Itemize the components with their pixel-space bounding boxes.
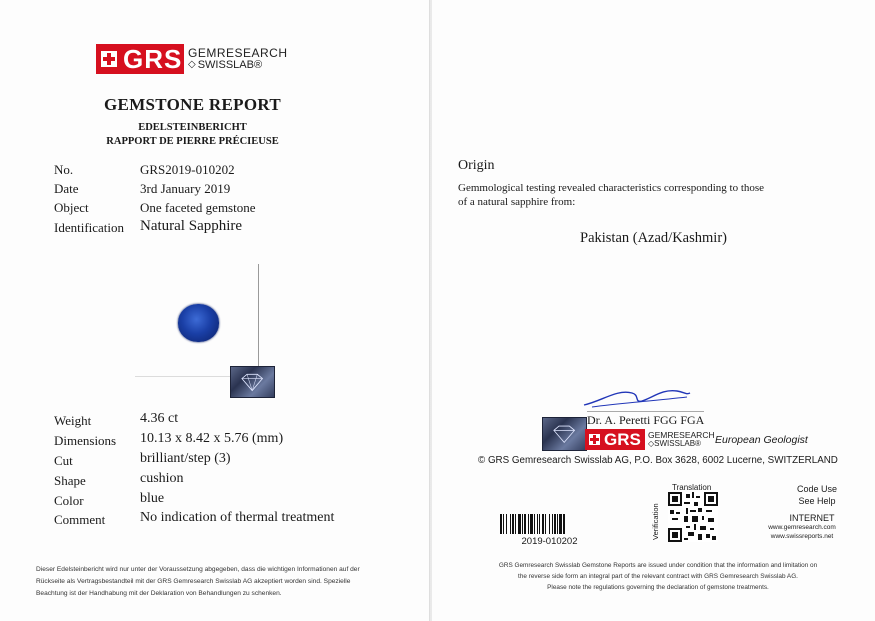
logo-line2: SWISSLAB®	[654, 438, 701, 448]
barcode-number: 2019-010202	[521, 536, 578, 547]
field-value-object: One faceted gemstone	[140, 200, 256, 215]
field-value-identification: Natural Sapphire	[140, 218, 243, 234]
diamond-icon: ◇	[188, 59, 196, 71]
field-label-date: Date	[54, 181, 79, 196]
field-label-comment: Comment	[54, 512, 106, 527]
field-value-comment: No indication of thermal treatment	[140, 510, 335, 525]
website-link-1[interactable]: www.gemresearch.com	[768, 524, 836, 531]
diamond-hologram-icon	[235, 370, 269, 394]
qr-code[interactable]	[668, 492, 718, 542]
origin-text-line1: Gemmological testing revealed characteristics corresponding to those	[458, 182, 765, 194]
footer-line: Rückseite als Vertragsbestandteil mit der GRS Gemresearch Swisslab AG akzeptiert worden sind. Spezielle	[36, 578, 351, 585]
field-label-cut: Cut	[54, 453, 73, 468]
footer-line: Dieser Edelsteinbericht wird nur unter der Voraussetzung abgegeben, dass die wichtigen Informationen auf der	[36, 566, 360, 573]
barcode	[500, 514, 565, 534]
swiss-cross-icon	[589, 434, 600, 445]
website-link-2[interactable]: www.swissreports.net	[770, 533, 834, 540]
logo-line1: GEMRESEARCH	[648, 429, 715, 440]
report-back-page	[432, 0, 875, 621]
diamond-hologram-icon	[547, 421, 581, 447]
report-front-page	[0, 0, 430, 621]
field-value-dimensions: 10.13 x 8.42 x 5.76 (mm)	[140, 431, 284, 446]
origin-heading: Origin	[458, 158, 495, 173]
hologram-seal	[230, 366, 275, 398]
grs-logo	[96, 44, 288, 74]
report-title: GEMSTONE REPORT	[104, 95, 281, 114]
field-value-date: 3rd January 2019	[140, 181, 231, 196]
swiss-cross-icon	[101, 51, 117, 67]
logo-brand: GRS	[123, 43, 183, 74]
verification-label: Verification	[651, 503, 660, 540]
report-subtitle-fr: RAPPORT DE PIERRE PRÉCIEUSE	[106, 136, 279, 147]
footer-line: Beachtung ist der Handhabung mit der Deklaration von Behandlungen zu schenken.	[36, 590, 282, 597]
footer-line: the reverse side form an integral part of the relevant contract with GRS Gemresearch Swisslab AG.	[518, 573, 798, 580]
gemstone-photo	[178, 304, 219, 342]
logo-line2: SWISSLAB®	[197, 58, 263, 71]
footer-line: Please note the regulations governing the declaration of gemstone treatments.	[547, 584, 769, 591]
report-subtitle-de: EDELSTEINBERICHT	[138, 122, 247, 133]
field-label-weight: Weight	[54, 413, 92, 428]
logo-line1: GEMRESEARCH	[188, 45, 288, 60]
hologram-seal	[542, 417, 587, 451]
origin-value: Pakistan (Azad/Kashmir)	[580, 230, 727, 246]
field-value-color: blue	[140, 491, 165, 506]
code-use-label: Code Use	[796, 484, 838, 494]
field-label-identification: Identification	[54, 220, 125, 235]
grs-logo-small	[585, 429, 715, 450]
field-label-color: Color	[54, 493, 84, 508]
photo-guide-line	[258, 264, 259, 376]
field-label-dimensions: Dimensions	[54, 433, 117, 448]
field-label-object: Object	[54, 200, 89, 215]
signer-name: Dr. A. Peretti FGG FGA	[587, 413, 705, 427]
field-label-shape: Shape	[54, 473, 86, 488]
see-help-label: See Help	[798, 496, 836, 506]
signature-image	[582, 383, 692, 411]
internet-label: INTERNET	[789, 513, 835, 523]
logo-brand: GRS	[604, 429, 641, 449]
footer-line: GRS Gemresearch Swisslab Gemstone Reports are issued under condition that the information and limitation on	[498, 562, 818, 569]
footer-note-de	[36, 564, 421, 600]
field-value-no: GRS2019-010202	[140, 162, 235, 177]
diamond-icon: ◇	[648, 438, 655, 448]
signer-title: European Geologist	[715, 434, 808, 446]
barcode-bar	[563, 514, 565, 534]
field-value-cut: brilliant/step (3)	[140, 451, 231, 466]
copyright-line: © GRS Gemresearch Swisslab AG, P.O. Box 3628, 6002 Lucerne, SWITZERLAND	[478, 455, 838, 466]
field-label-no: No.	[54, 162, 74, 177]
field-value-weight: 4.36 ct	[140, 411, 179, 426]
footer-note-en	[452, 560, 864, 593]
field-value-shape: cushion	[140, 471, 184, 486]
translation-label: Translation	[672, 483, 712, 492]
origin-text-line2: of a natural sapphire from:	[458, 196, 576, 208]
